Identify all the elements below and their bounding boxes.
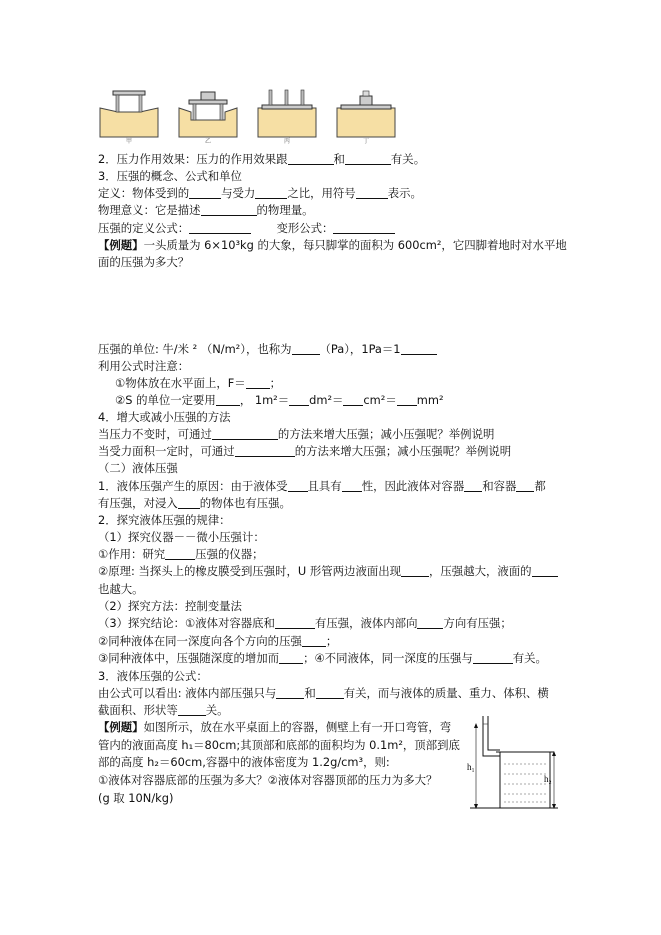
blank-answer[interactable]	[417, 618, 443, 629]
blank-answer[interactable]	[397, 395, 417, 406]
blank-answer[interactable]	[356, 188, 388, 199]
blank-answer[interactable]	[276, 688, 304, 699]
line-example-1: 【例题】一头质量为 6×10³kg 的大象，每只脚掌的面积为 600cm²，它四脚着地时对水平地	[98, 238, 567, 252]
line-physical-meaning: 物理意义：它是描述 的物理量。	[98, 203, 314, 217]
line-instrument: （1）探究仪器－－微小压强计：	[98, 530, 265, 544]
container-with-tube-figure	[466, 712, 562, 816]
line-method-2: 当受力面积一定时，可通过 的方法来增大压强；减小压强呢？举例说明	[98, 444, 512, 458]
blank-answer[interactable]	[288, 481, 308, 492]
blank-answer[interactable]	[464, 481, 482, 492]
blank-answer[interactable]	[212, 429, 278, 440]
blank-answer[interactable]	[255, 188, 287, 199]
blank-answer[interactable]	[178, 705, 206, 716]
upside-down-table-with-weight	[335, 88, 397, 138]
figure-jia: 甲	[98, 88, 160, 150]
line-unit: 压强的单位: 牛/米 ² （N/m²），也称为 （Pa），1Pa＝1	[98, 344, 437, 355]
blank-answer[interactable]	[165, 549, 195, 560]
container-diagram	[466, 712, 562, 816]
line-principle-2: 也越大。	[98, 582, 144, 596]
blank-answer[interactable]	[246, 378, 270, 389]
line-cause: 1．液体压强产生的原因：由于液体受 且具有 性，因此液体对容器 和容器 都	[98, 479, 546, 493]
blank-answer[interactable]	[201, 205, 257, 216]
blank-answer[interactable]	[316, 688, 344, 699]
line-cause-2: 有压强，对浸入 的物体也有压强。	[98, 496, 291, 510]
h1-label: h₁	[467, 762, 475, 772]
line-example-2d: ①液体对容器底部的压强为多大？②液体对容器顶部的压力为多大？	[98, 773, 438, 787]
line-example-2c: 部的高度 h₂＝60cm,容器中的液体密度为 1.2g/cm³，则:	[98, 755, 390, 769]
blank-answer[interactable]	[401, 344, 437, 355]
blank-answer[interactable]	[275, 618, 315, 629]
blank-answer[interactable]	[289, 395, 309, 406]
line-example-1b: 面的压强为多大？	[98, 255, 190, 269]
blank-answer[interactable]	[401, 566, 429, 577]
figure-bing: 丙	[256, 88, 318, 150]
line-heading-formula: 3．液体压强的公式：	[98, 669, 208, 683]
line-formula-note: 由公式可以看出: 液体内部压强只与 和 有关，而与液体的质量、重力、体积、横	[98, 686, 549, 700]
line-section-liquid: （二）液体压强	[98, 461, 178, 475]
figure-yi: 乙	[177, 88, 239, 150]
blank-answer[interactable]	[532, 566, 558, 577]
line-example-2b: 管内的液面高度 h₁＝80cm;其顶部和底部的面积均为 0.1m²，顶部到底	[98, 738, 460, 752]
line-conclusion-2: ②同种液体在同一深度向各个方向的压强 ；	[98, 634, 338, 648]
blank-answer[interactable]	[235, 446, 295, 457]
line-formula-note-2: 截面积、形状等 关。	[98, 703, 229, 717]
line-heading-3: 3．压强的概念、公式和单位	[98, 169, 242, 183]
line-definition: 定义：物体受到的 与受力 之比，用符号 表示。	[98, 186, 422, 200]
blank-answer[interactable]	[302, 636, 326, 647]
figure-ding: 丁	[335, 88, 397, 150]
blank-answer[interactable]	[516, 481, 534, 492]
line-conclusion-3: ③同种液体中，压强随深度的增加而 ；④不同液体，同一深度的压强与 有关。	[98, 651, 547, 665]
blank-answer[interactable]	[279, 653, 303, 664]
line-note-1: ①物体放在水平面上，F＝ ；	[115, 376, 282, 390]
table-with-weight-on-sponge	[177, 88, 239, 138]
blank-answer[interactable]	[189, 223, 251, 234]
line-example-2e: (g 取 10N/kg)	[98, 791, 174, 805]
line-note-2: ②S 的单位一定要用 ， 1m²＝ dm²＝ cm²＝ mm²	[115, 393, 444, 407]
pressure-experiment-figures	[98, 88, 398, 150]
blank-answer[interactable]	[288, 154, 334, 165]
blank-answer[interactable]	[216, 395, 240, 406]
blank-answer[interactable]	[333, 223, 395, 234]
blank-answer[interactable]	[178, 498, 200, 509]
line-method: （2）探究方法：控制变量法	[98, 599, 242, 613]
line-method-1: 当压力不变时，可通过 的方法来增大压强；减小压强呢？举例说明	[98, 427, 495, 441]
line-formula: 压强的定义公式： 变形公式：	[98, 223, 395, 234]
blank-answer[interactable]	[189, 188, 221, 199]
line-example-2: 【例题】如图所示，放在水平桌面上的容器，侧壁上有一开口弯管，弯	[98, 720, 452, 734]
line-explore: 2．探究液体压强的规律：	[98, 513, 231, 527]
line-heading-4: 4．增大或减小压强的方法	[98, 410, 231, 424]
line-principle: ②原理: 当探头上的橡皮膜受到压强时，U 形管两边液面出现 ，压强越大，液面的	[98, 566, 558, 577]
blank-answer[interactable]	[343, 395, 363, 406]
line-pressure-effect: 2．压力作用效果：压力的作用效果跟 和 有关。	[98, 152, 426, 166]
blank-answer[interactable]	[473, 653, 513, 664]
table-on-sponge-legs-down	[98, 88, 160, 138]
blank-answer[interactable]	[292, 344, 320, 355]
line-notes: 利用公式时注意：	[98, 359, 190, 373]
h2-label: h₂	[544, 774, 552, 784]
table-upside-down-on-sponge	[256, 88, 318, 138]
line-function: ①作用：研究 压强的仪器；	[98, 547, 264, 561]
blank-answer[interactable]	[345, 154, 391, 165]
line-conclusion-1: （3）探究结论：①液体对容器底和 有压强，液体内部向 方向有压强；	[98, 616, 512, 630]
blank-answer[interactable]	[342, 481, 362, 492]
